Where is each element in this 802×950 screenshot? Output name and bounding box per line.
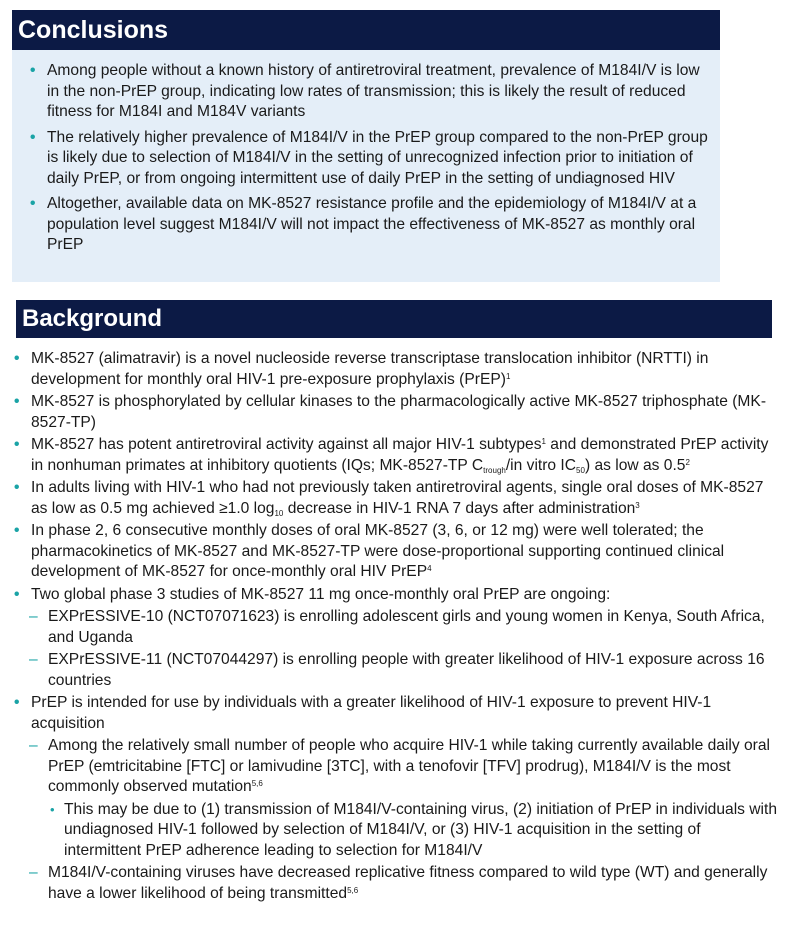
- reference-marker: 3: [635, 500, 640, 510]
- background-list: [31, 349, 779, 906]
- bullet-text: This may be due to (1) transmission of M184I/V-containing virus, (2) initiation of PrEP in individuals with undiagnosed HIV-1 followed by selection of M184I/V, or (3) HIV-1 acquisition in the setting of intermittent PrEP adherence leading to selection for M184I/V: [64, 800, 778, 859]
- bullet-text: Two global phase 3 studies of MK-8527 11 mg once-monthly oral PrEP are ongoing:: [31, 585, 611, 603]
- background-bullet-prep-intent: [31, 693, 779, 734]
- background-subbullet-expressive-10: [48, 607, 779, 648]
- subscript: 10: [274, 508, 284, 518]
- bullet-text: MK-8527 (alimatravir) is a novel nucleoside reverse transcriptase translocation inhibitor (NRTTI) in development for monthly oral HIV-1 pre-exposure prophylaxis (PrEP): [31, 350, 709, 388]
- conclusion-bullet-1: • Among people without a known history of antiretroviral treatment, prevalence of M184I/V is low in the non-PrEP group, indicating low rates of transmission; this is likely the result of reduced fitness for M184I and M184V variants: [47, 61, 715, 123]
- bullet-text: and demonstrated PrEP activity in nonhuman primates at inhibitory quotients (IQs; MK-8527-TP C: [31, 436, 769, 474]
- background-bullet-phosphorylation: [31, 392, 779, 433]
- bullet-text: In adults living with HIV-1 who had not previously taken antiretroviral agents, single oral doses of MK-8527 as low as 0.5 mg achieved ≥1.0 log: [31, 479, 764, 517]
- background-heading: Background: [16, 300, 772, 338]
- reference-marker: 1: [541, 437, 546, 446]
- reference-marker: 5,6: [251, 779, 263, 788]
- subscript: 50: [576, 465, 585, 475]
- background-subbullet-fitness: [48, 863, 779, 904]
- reference-marker: 2: [685, 457, 690, 467]
- bullet-text: EXPrESSIVE-10 (NCT07071623) is enrolling adolescent girls and young women in Kenya, South Africa, and Uganda: [48, 608, 765, 646]
- background-bullet-antiviral-activity: [31, 435, 779, 476]
- conclusion-bullet-3: • Altogether, available data on MK-8527 resistance profile and the epidemiology of M184I/V at a population level suggest M184I/V will not impact the effectiveness of MK-8527 as monthly oral PrEP: [47, 194, 715, 256]
- reference-marker: 1: [505, 371, 511, 381]
- bullet-text: MK-8527 has potent antiretroviral activity against all major HIV-1 subtypes: [31, 436, 542, 453]
- reference-marker: 4: [427, 564, 432, 573]
- bullet-text: PrEP is intended for use by individuals with a greater likelihood of HIV-1 exposure to prevent HIV-1 acquisition: [31, 694, 712, 732]
- background-bullet-phase3: [31, 585, 779, 606]
- background-subbullet-expressive-11: [48, 650, 779, 691]
- bullet-text: /in vitro IC: [505, 456, 577, 474]
- conclusions-panel: [12, 50, 720, 282]
- reference-marker: 5,6: [347, 885, 359, 895]
- background-bullet-nrtti: [31, 349, 779, 390]
- background-bullet-phase2: [31, 521, 779, 583]
- subscript: trough: [483, 465, 506, 475]
- background-subsubbullet-causes: [64, 800, 779, 862]
- bullet-text: ) as low as 0.5: [584, 456, 686, 474]
- bullet-text: decrease in HIV-1 RNA 7 days after administration: [283, 499, 636, 517]
- conclusion-bullet-2: • The relatively higher prevalence of M184I/V in the PrEP group compared to the non-PrEP group is likely due to selection of M184I/V in the setting of unrecognized infection prior to initiation of daily PrEP, or from ongoing intermittent use of daily PrEP in the setting of undiagnosed HIV: [47, 128, 715, 190]
- bullet-text: In phase 2, 6 consecutive monthly doses of oral MK-8527 (3, 6, or 12 mg) were well tolerated; the pharmacokinetics of MK-8527 and MK-8527-TP were dose-proportional supporting continued clinical development of MK-8527 for once-monthly oral HIV PrEP: [31, 522, 725, 580]
- conclusions-list: [47, 61, 715, 261]
- background-subbullet-m184-mutation: [48, 736, 779, 798]
- conclusions-heading: Conclusions: [12, 10, 720, 50]
- bullet-text: Among the relatively small number of people who acquire HIV-1 while taking currently available daily oral PrEP (emtricitabine [FTC] or lamivudine [3TC], with a tenofovir [TFV] prodrug), M184I/V is the most commonly observed mutation: [48, 737, 771, 795]
- bullet-text: EXPrESSIVE-11 (NCT07044297) is enrolling people with greater likelihood of HIV-1 exposure across 16 countries: [48, 651, 765, 689]
- bullet-text: MK-8527 is phosphorylated by cellular kinases to the pharmacologically active MK-8527 triphosphate (MK-8527-TP): [31, 393, 767, 431]
- bullet-text: M184I/V-containing viruses have decreased replicative fitness compared to wild type (WT) and generally have a lower likelihood of being transmitted: [48, 864, 768, 902]
- background-bullet-single-dose: [31, 478, 779, 519]
